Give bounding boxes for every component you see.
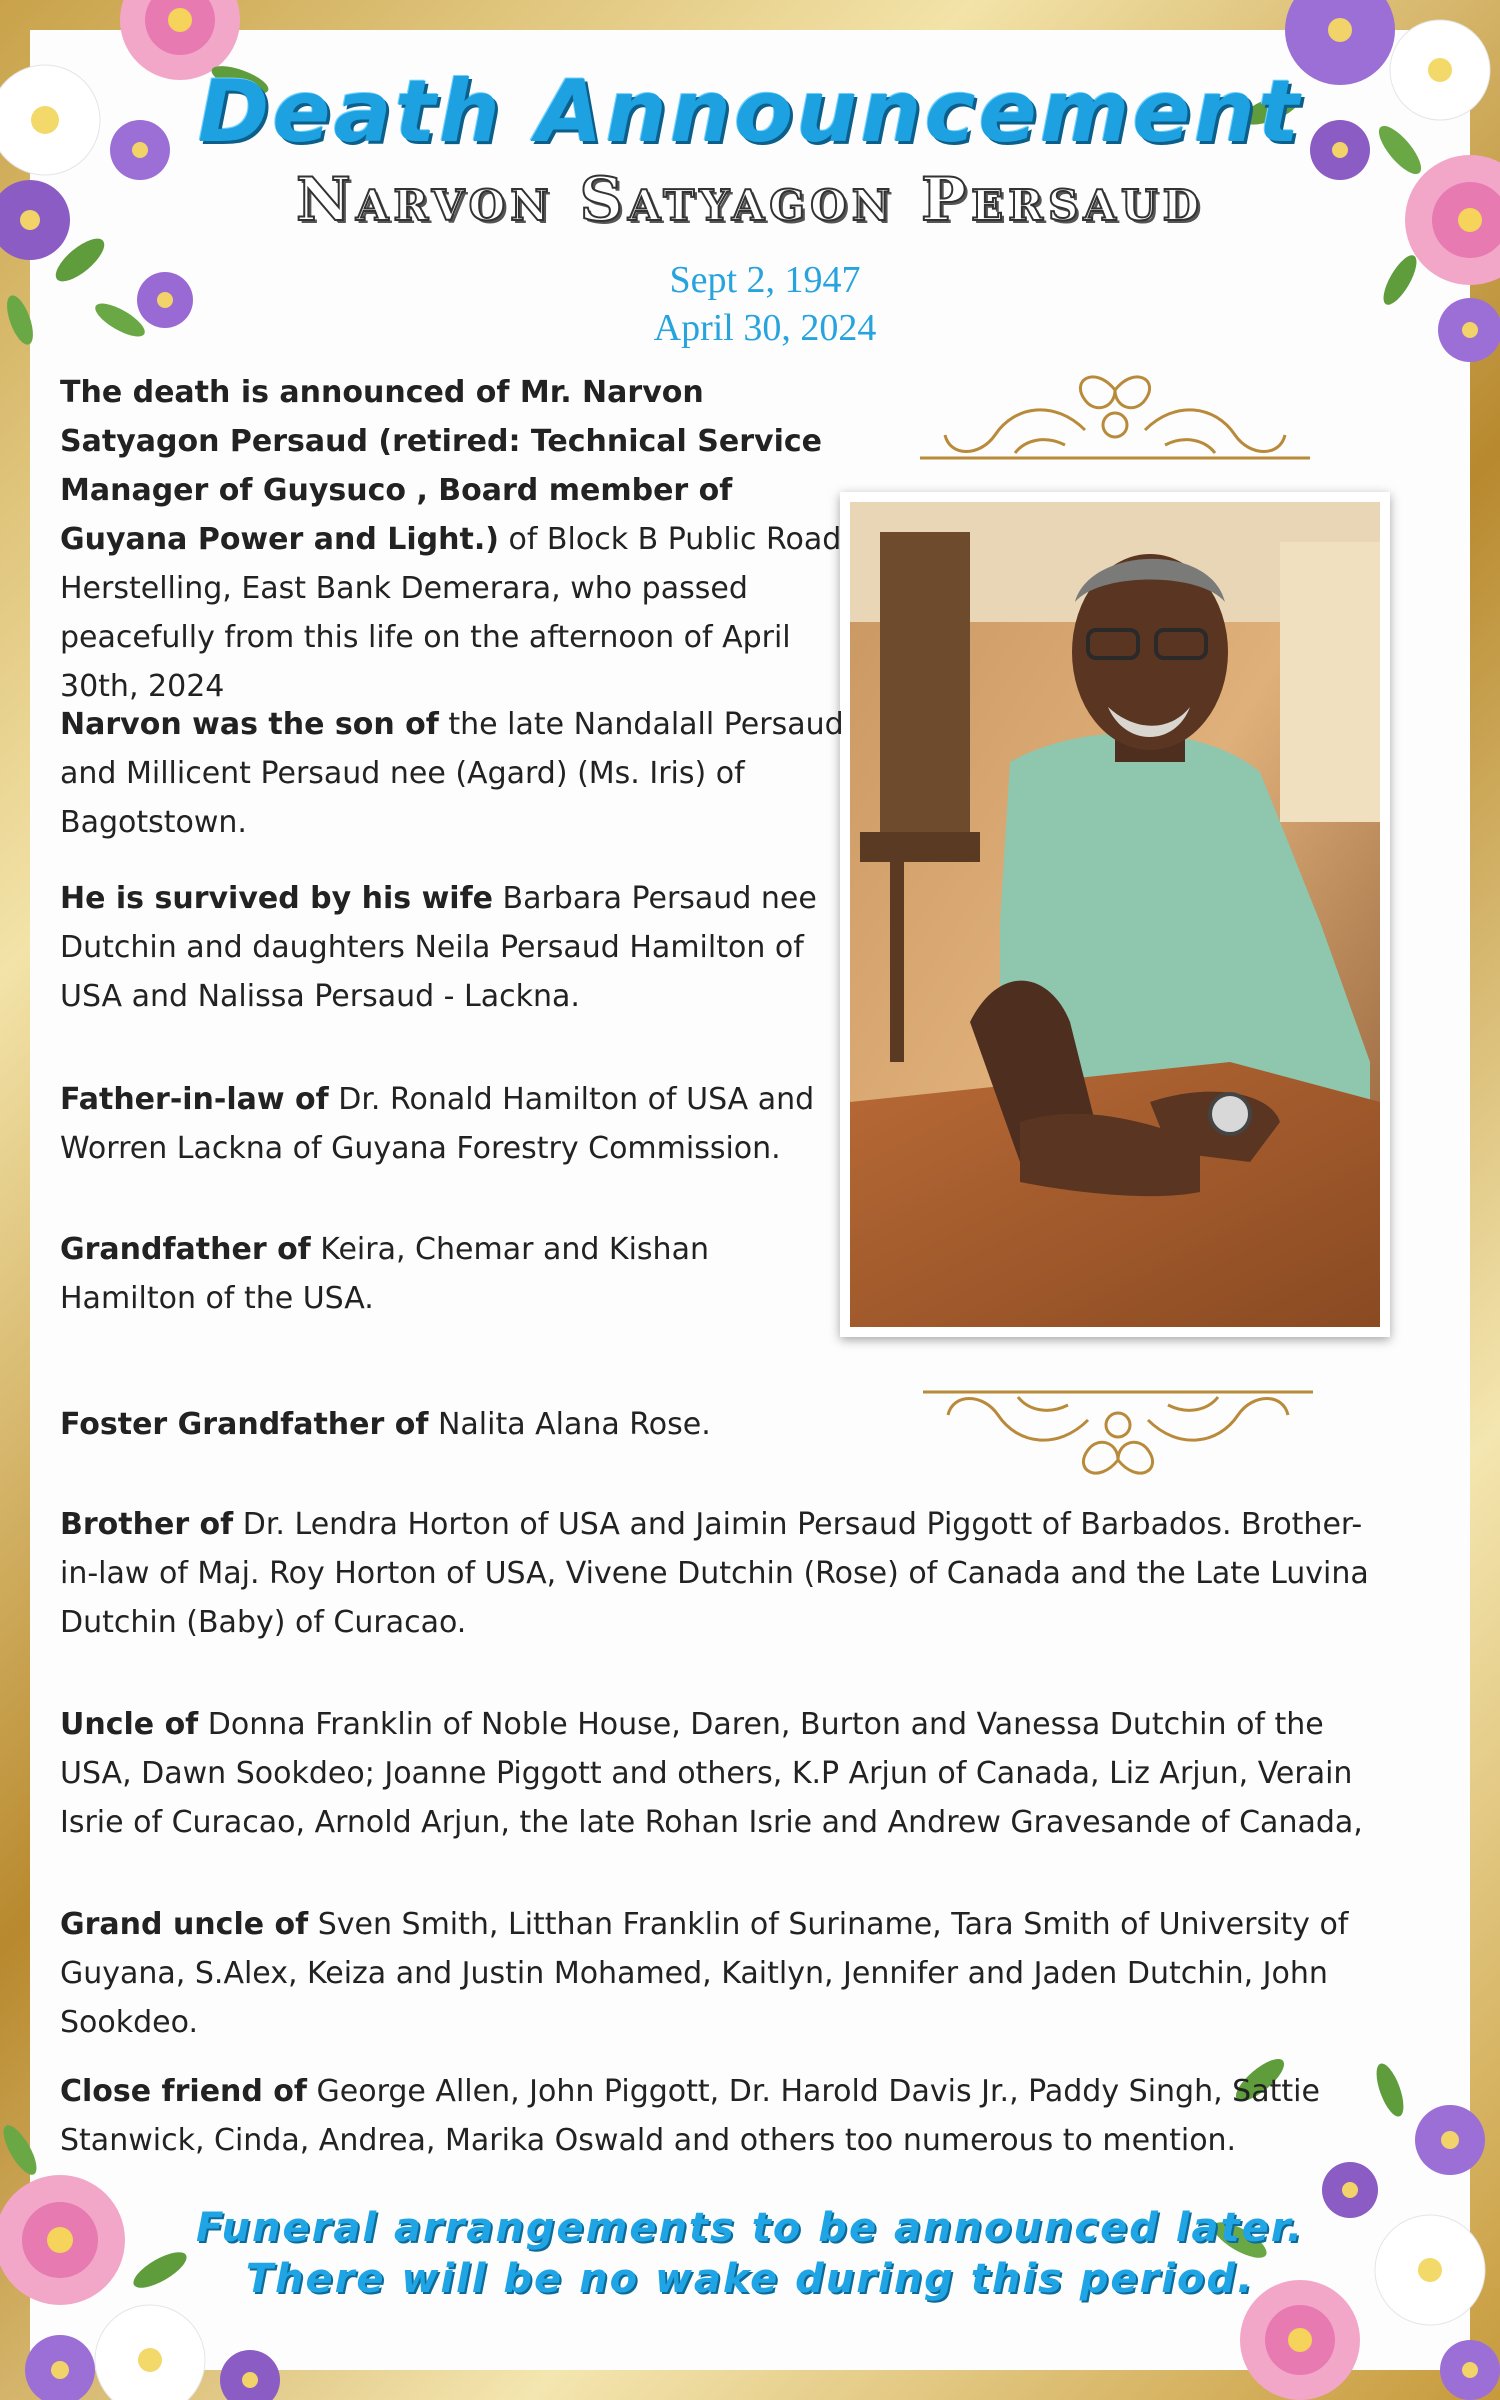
paragraph-lead: He is survived by his wife <box>60 881 493 916</box>
deceased-name: Narvon Satyagon Persaud <box>295 165 1205 235</box>
paragraph-foster-grandfather <box>60 1400 850 1449</box>
paragraph-text: Sven Smith, Litthan Franklin of Suriname, Tara Smith of University of Guyana, S.Alex, Keiza and Justin Mohamed, Kaitlyn, Jennifer and Jaden Dutchin, John Sookdeo. <box>60 1907 1349 2040</box>
paragraph-text: George Allen, John Piggott, Dr. Harold Davis Jr., Paddy Singh, Sattie Stanwick, Cinda, Andrea, Marika Oswald and others too numerous to mention. <box>60 2074 1320 2158</box>
paragraph-text: Dr. Ronald Hamilton of USA and Worren Lackna of Guyana Forestry Commission. <box>60 1082 815 1166</box>
paragraph-lead: Brother of <box>60 1507 234 1542</box>
paragraph-announcement <box>60 368 850 711</box>
page-title: Death Announcement <box>197 62 1303 162</box>
paragraph-lead: Close friend of <box>60 2074 307 2109</box>
paragraph-lead: Grandfather of <box>60 1232 311 1267</box>
paragraph-text: the late Nandalall Persaud and Millicent Persaud nee (Agard) (Ms. Iris) of Bagotstown. <box>60 707 844 840</box>
birth-date: Sept 2, 1947 <box>669 259 861 301</box>
paragraph-lead: Narvon was the son of <box>60 707 439 742</box>
paragraph-brother <box>60 1500 1400 1647</box>
gold-ornament-bottom <box>918 1385 1318 1480</box>
paragraph-lead: Grand uncle of <box>60 1907 309 1942</box>
paragraph-text: Barbara Persaud nee Dutchin and daughters Neila Persaud Hamilton of USA and Nalissa Persaud - Lackna. <box>60 881 817 1014</box>
paragraph-grandfather <box>60 1225 850 1323</box>
paragraph-text: of Block B Public Road Herstelling, East Bank Demerara, who passed peacefully from this life on the afternoon of April 30th, 2024 <box>60 522 842 704</box>
paragraph-lead: Father-in-law of <box>60 1082 329 1117</box>
paragraph-text: Nalita Alana Rose. <box>428 1407 711 1442</box>
paragraph-uncle <box>60 1700 1400 1847</box>
paragraph-lead: Uncle of <box>60 1707 199 1742</box>
paragraph-grand-uncle <box>60 1900 1400 2047</box>
paragraph-text: Keira, Chemar and Kishan Hamilton of the USA. <box>60 1232 709 1316</box>
death-date: April 30, 2024 <box>653 307 877 349</box>
footer-funeral-notice: Funeral arrangements to be announced later. <box>196 2205 1304 2251</box>
paragraph-father-in-law <box>60 1075 850 1173</box>
paragraph-text: Donna Franklin of Noble House, Daren, Burton and Vanessa Dutchin of the USA, Dawn Sookdeo; Joanne Piggott and others, K.P Arjun of Canada, Liz Arjun, Verain Isrie of Curacao, Arnold Arjun, the late Rohan Isrie and Andrew Gravesande of Canada, <box>60 1707 1363 1840</box>
paragraph-text: Dr. Lendra Horton of USA and Jaimin Persaud Piggott of Barbados. Brother-in-law of Maj. Roy Horton of USA, Vivene Dutchin (Rose) of Canada and the Late Luvina Dutchin (Baby) of Curacao. <box>60 1507 1369 1640</box>
paragraph-parents <box>60 700 850 847</box>
gold-ornament-top <box>915 370 1315 465</box>
footer-wake-notice: There will be no wake during this period. <box>245 2256 1255 2302</box>
portrait-image <box>850 502 1380 1327</box>
portrait-photo <box>840 492 1390 1337</box>
paragraph-lead: Foster Grandfather of <box>60 1407 429 1442</box>
paragraph-survived-by <box>60 874 850 1021</box>
paragraph-close-friend <box>60 2067 1400 2165</box>
paragraph-lead: The death is announced of Mr. Narvon Satyagon Persaud (retired: Technical Service Manager of Guysuco , Board member of Guyana Power and Light.) <box>60 375 822 557</box>
